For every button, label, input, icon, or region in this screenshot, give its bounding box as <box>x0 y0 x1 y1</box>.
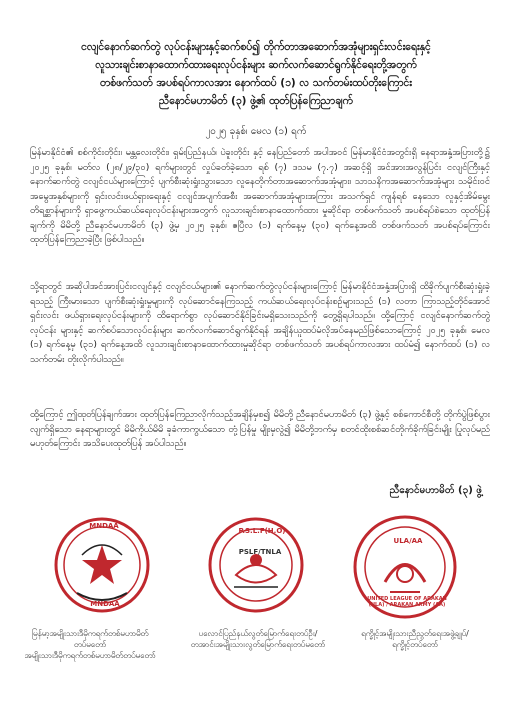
title-line-3: တစ်ဖက်သတ် အပစ်ရပ်ကာလအား နောက်ထပ် (၁) လ သက်တမ်းထပ်တိုးကြောင်း <box>100 77 412 89</box>
pslf-seal-mid-text: PSLF/TNLA <box>238 548 282 556</box>
ula-seal-ring-text: UNITED LEAGUE OF ARAKAN (ULA) / ARAKAN ARMY (AA) <box>367 596 447 608</box>
pslf-caption-line-1: ပလောင်ပြည်နယ်လွတ်မြောက်ရေးတပ်ဦး/ <box>198 629 318 638</box>
paragraph-1: မြန်မာနိုင်ငံ၏ စစ်ကိုင်းတိုင်း၊ မန္တလေးတိုင်း၊ ရှမ်းပြည်နယ်၊ ပဲခူးတိုင်း နှင့် နေပြည်တော် အပါအဝင် မြန်မာနိုင်ငံအတွင်းရှိ နေရာအနှံ့အပြားတို့၌ ၂၀၂၅ ခုနှစ်၊ မတ်လ (၂၈/၂၉/၃၀) ရက်များတွင် လှုပ်ခတ်ခဲ့သော ရစ် (၇) ဒသမ (၇.၇) အဆင့်ရှိ အင်အားအလွန်ပြင်း ငလျင်ကြီးနှင့် နောက်ဆက်တွဲ ငလျင်ငယ်များကြောင့် ပျက်စီးဆုံးရှုံးသွားသော လူနေတိုက်တာအဆောက်အအုံများ၊ သာသနိကအဆောက်အအုံများ သမိုင်းဝင် အမွေအနှစ်များကို ရှင်းလင်းဖယ်ရှားရေးနှင့် ငလျင်အပျက်အစီး အဆောက်အအုံများအကြား အသက်ရှင် ကျန်ရစ် နေသော လူနှင့်အိမ်မွေးတိရစ္ဆာန်များကို ရှာဖွေကယ်ဆယ်ရေးလုပ်ငန်းများအတွက် လူသားချင်းစာနာထောက်ထား မှုဆိုင်ရာ တစ်ဖက်သတ် အပစ်ရပ်စဲသော ထုတ်ပြန်ချက်ကို မိမိတို့ ညီနောင်မဟာမိတ် (၃) ဖွဲ့မှ ၂၀၂၅ ခုနှစ်၊ ဧပြီလ (၁) ရက်နေ့မှ (၃၀) ရက်နေ့အထိ တစ်ဖက်သတ် အပစ်ရပ်ကြောင်း ထုတ်ပြန်ကြေညာခဲ့ပြီး ဖြစ်ပါသည်။ <box>30 147 490 245</box>
mndaa-caption-line-1: မြန်မာ့အမျိုးသားဒီမိုကရက်တစ်မဟာမိတ်တပ်မတော် <box>31 629 149 649</box>
signatory-label: ညီနောင်မဟာမိတ် (၃) ဖွဲ့ <box>389 485 482 496</box>
mndaa-caption <box>20 628 160 661</box>
ula-seal-top-text: ULA/AA <box>393 537 423 545</box>
pslf-seal-top-text: P.S.L.F(H.O) <box>238 527 286 535</box>
title-line-1: ငလျင်နောက်ဆက်တွဲ လုပ်ငန်းများနှင့်ဆက်စပ်၍ တိုက်တာအဆောက်အအုံများရှင်းလင်းရေးနှင့် <box>81 41 431 53</box>
ula-caption-line-1: ရက္ခိုင့်အမျိုးသားညီညွတ်ရေးအဖွဲ့ချုပ်/ <box>361 629 469 638</box>
title-line-4: ညီနောင်မဟာမိတ် (၃) ဖွဲ့၏ ထုတ်ပြန်ကြေညာချက် <box>159 95 353 107</box>
pslf-caption <box>188 628 328 650</box>
paragraph-2: သို့ရာတွင် အဆိုပါအင်အားပြင်းငလျင်နှင့် ငလျင်ငယ်များ၏ နောက်ဆက်တွဲလုပ်ငန်းများကြောင့် မြန်မာနိုင်ငံအနှံ့အပြားရှိ ထိခိုက်ပျက်စီးဆုံးရှုံးခဲ့ရသည့် ကြီးမားသော ပျက်စီးဆုံးရှုံးမှုများကို လုပ်ဆောင်နေကြသည့် ကယ်ဆယ်ရေးလုပ်ငန်းစဉ်များသည် (၁) လတာ ကြာသည့်တိုင်အောင် ရှင်းလင်း ဖယ်ရှားရေးလုပ်ငန်းများကို ထိရောက်စွာ လုပ်ဆောင်နိုင်ခြင်းမရှိသေးသည်ကို တွေ့ရှိရပါသည်။ ထို့ကြောင့် ငလျင်နောက်ဆက်တွဲ လုပ်ငန်း များနှင့် ဆက်စပ်သောလုပ်ငန်းများ ဆက်လက်ဆောင်ရွက်နိုင်ရန် အချိန်ယူထပ်မံလိုအပ်နေမည်ဖြစ်သောကြောင့် ၂၀၂၅ ခုနှစ်၊ မေလ (၁) ရက်နေ့မှ (၃၁) ရက်နေ့အထိ လူသားချင်းစာနာထောက်ထားမှုဆိုင်ရာ တစ်ဖက်သတ် အပစ်ရပ်ကာလအား ထပ်မံ၍ နောက်ထပ် (၁) လ သက်တမ်း တိုးလိုက်ပါသည်။ <box>30 281 490 365</box>
ula-caption-line-2: ရက္ခိုင့်တပ်တော် <box>392 640 438 649</box>
pslf-caption-line-2: တအာင်းအမျိုးသားလွတ်မြောက်ရေးတပ်မတော် <box>190 640 326 649</box>
ula-caption <box>345 628 485 650</box>
mndaa-seal-bottom-text: MNDAA <box>90 600 120 608</box>
mndaa-caption-line-2: အမျိုးသားဒီမိုကရက်တစ်မဟာမိတ်တပ်မတော် <box>24 651 156 660</box>
paragraph-3: ထို့ကြောင့် ဤထုတ်ပြန်ချက်အား ထုတ်ပြန်ကြေညာလိုက်သည့်အချိန်မှစ၍ မိမိတို့ ညီနောင်မဟာမိတ် (၃) ဖွဲ့နှင့် စစ်ကောင်စီတို့ တိုက်ပွဲဖြစ်ပွားလျက်ရှိသော နေရာများတွင် မိမိကိုယ်မိမိ ခုခံကာကွယ်သော တုံ့ပြန်မှု မျိုးမှလွဲ၍ မိမိတို့ဘက်မှ စတင်ထိုးစစ်ဆင်တိုက်ခိုက်ခြင်းမျိုး ပြုလုပ်မည်မဟုတ်ကြောင်း အသိပေးထုတ်ပြန် အပ်ပါသည်။ <box>30 409 490 449</box>
statement-date: ၂၀၂၅ ခုနှစ်၊ မေလ (၁) ရက် <box>205 126 307 137</box>
title-line-2: လူသားချင်းစာနာထောက်ထားရေးလုပ်ငန်းများ ဆက်လက်ဆောင်ရွက်နိုင်ရေးတို့အတွက် <box>95 59 417 71</box>
mndaa-seal-top-text: MNDAA <box>89 522 119 530</box>
